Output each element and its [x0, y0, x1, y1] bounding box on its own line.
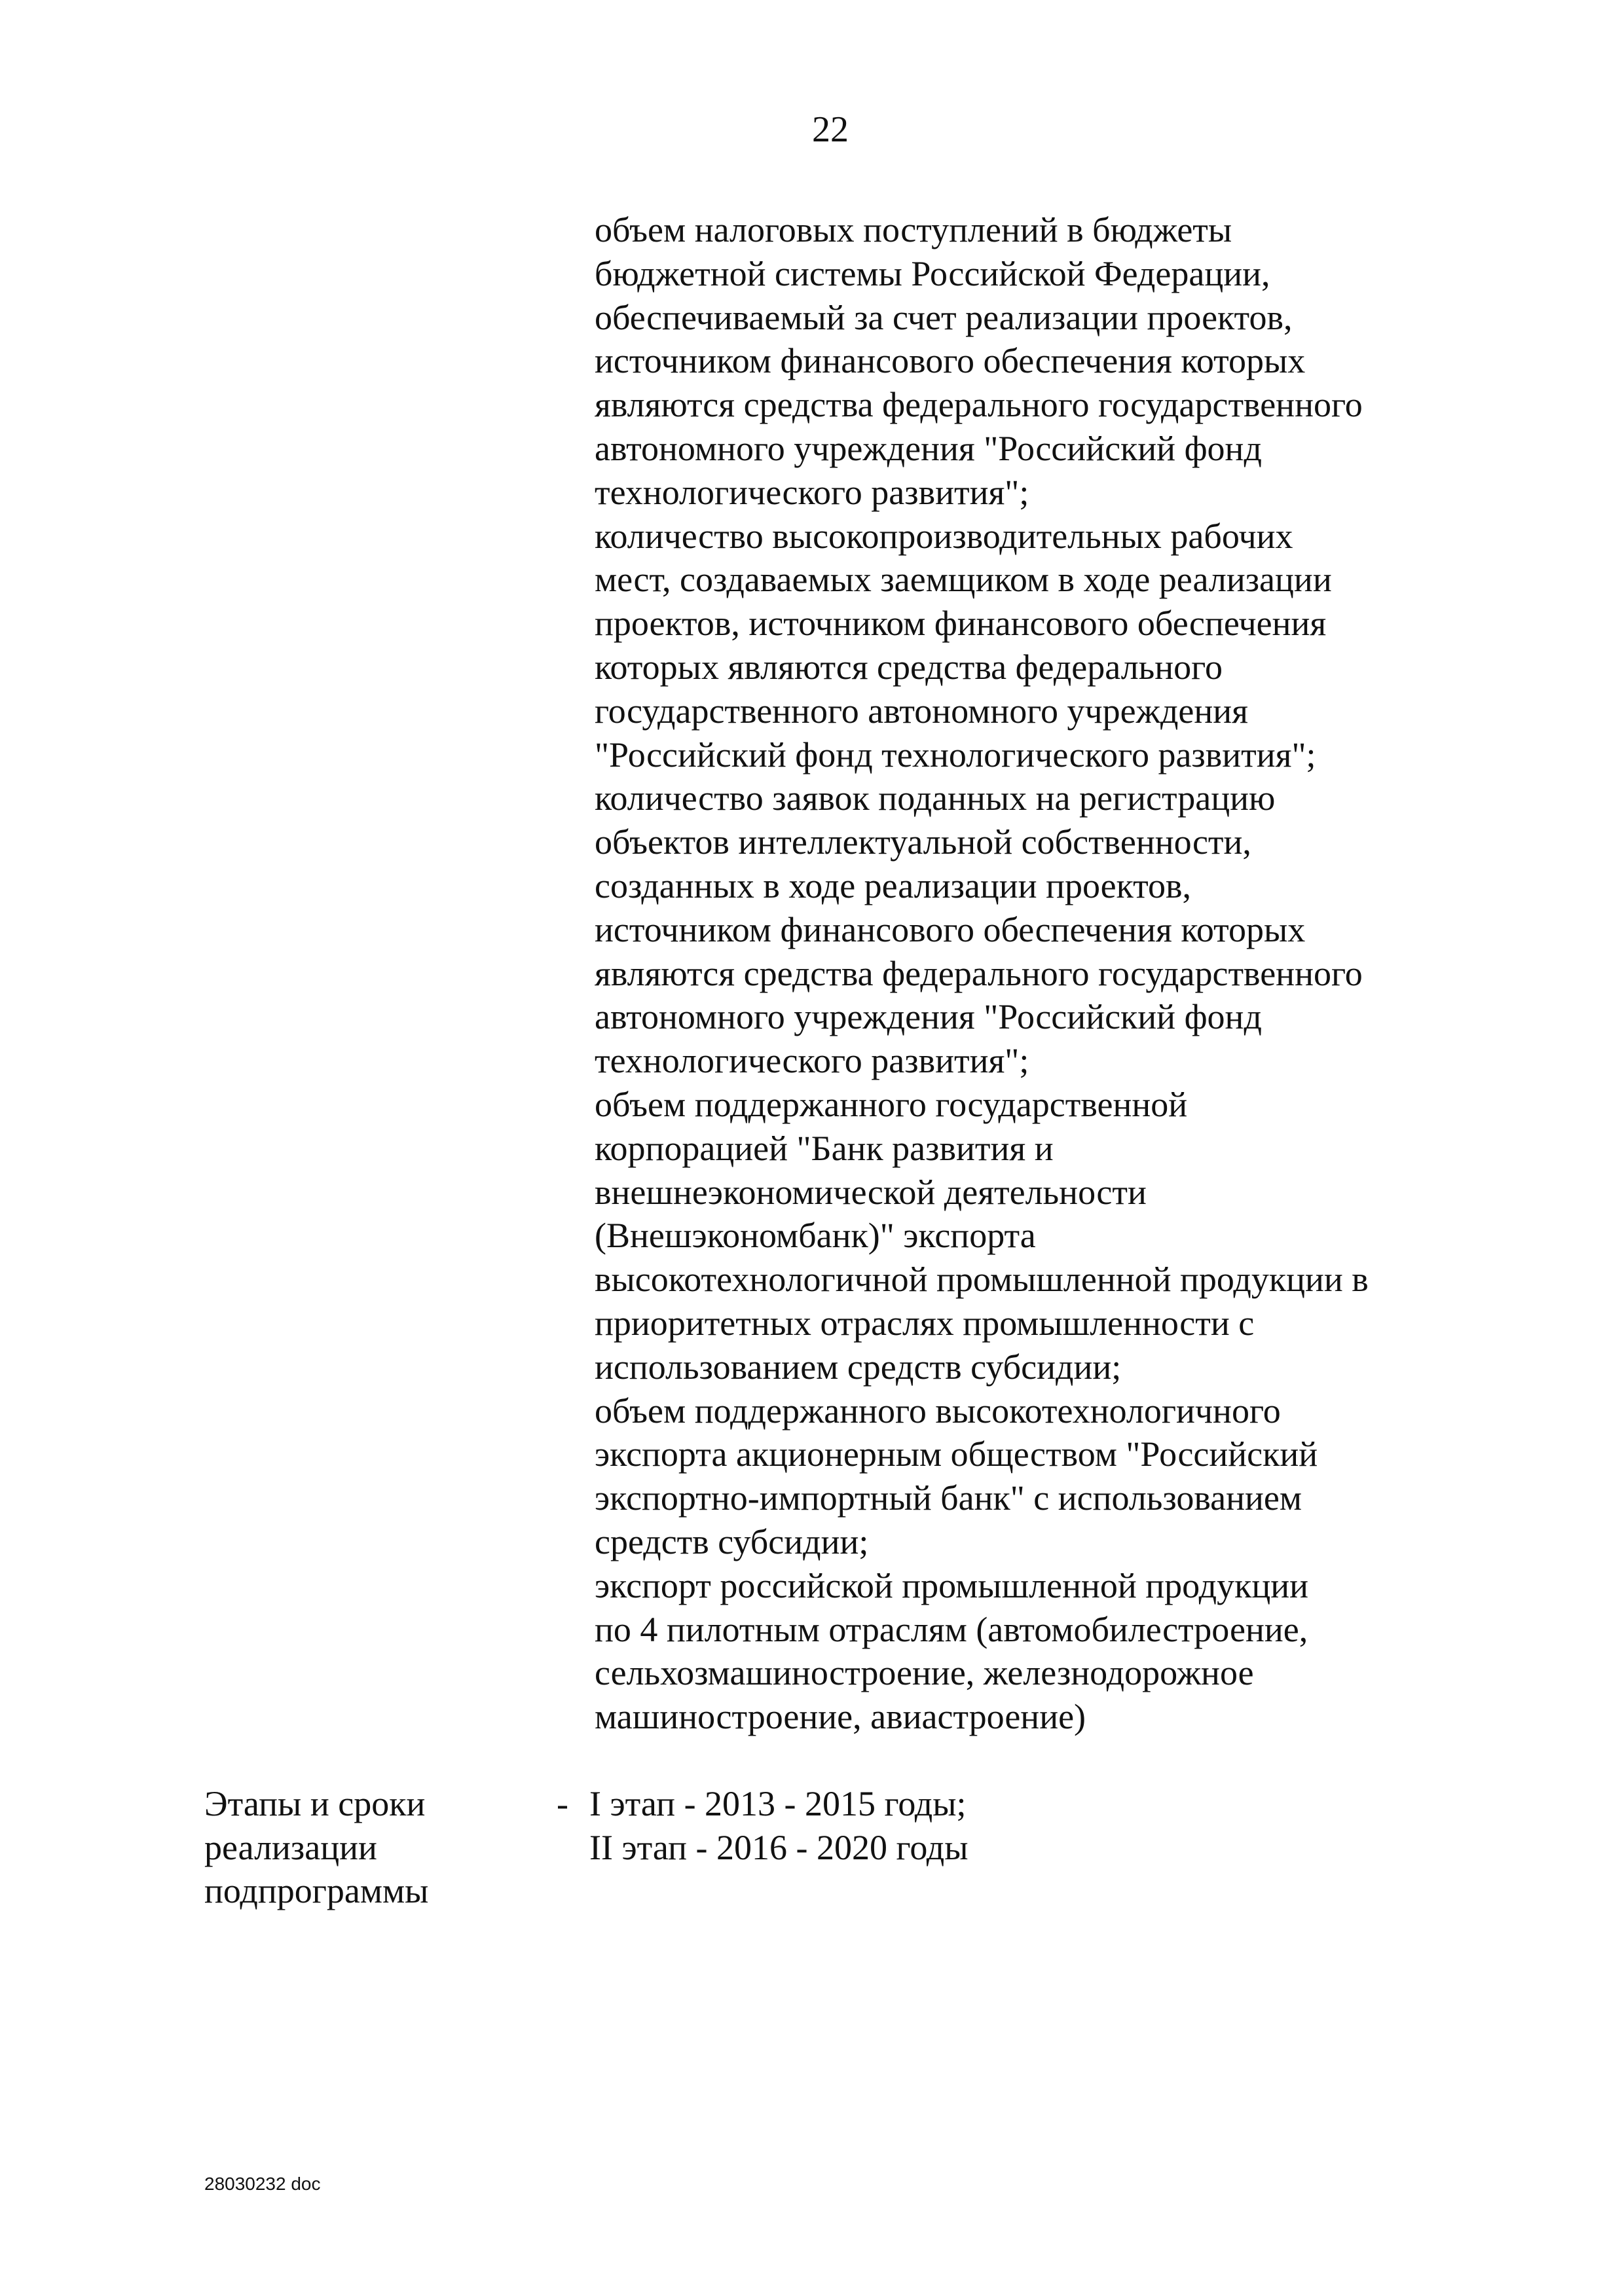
- indicator-line: количество высокопроизводительных рабочих: [595, 516, 1293, 556]
- indicator-line: созданных в ходе реализации проектов,: [595, 866, 1192, 905]
- indicator-line: автономного учреждения "Российский фонд: [595, 997, 1262, 1037]
- target-indicators-list: [595, 208, 1524, 1739]
- indicator-line: технологического развития";: [595, 472, 1029, 512]
- indicator-line: сельхозмашиностроение, железнодорожное: [595, 1653, 1254, 1693]
- indicator-line: машиностроение, авиастроение): [595, 1697, 1086, 1737]
- indicator-line: экспорта акционерным обществом "Российский: [595, 1434, 1318, 1474]
- indicator-line: мест, создаваемых заемщиком в ходе реализации: [595, 560, 1332, 600]
- indicator-line: являются средства федерального государственного: [595, 953, 1363, 993]
- stage-value-line: I этап - 2013 - 2015 годы;: [589, 1784, 967, 1823]
- page-number: 22: [812, 109, 849, 150]
- indicator-line: "Российский фонд технологического развития";: [595, 735, 1316, 774]
- indicator-line: использованием средств субсидии;: [595, 1347, 1122, 1387]
- indicator-line: средств субсидии;: [595, 1522, 869, 1561]
- indicator-line: (Внешэкономбанк)" экспорта: [595, 1216, 1036, 1256]
- indicator-line: проектов, источником финансового обеспечения: [595, 604, 1327, 644]
- indicator-line: по 4 пилотным отраслям (автомобилестроение,: [595, 1609, 1308, 1649]
- indicator-line: приоритетных отраслях промышленности с: [595, 1303, 1255, 1343]
- stages-dash: -: [557, 1784, 568, 1823]
- indicator-line: высокотехнологичной промышленной продукции в: [595, 1260, 1369, 1300]
- stages-label-line: реализации: [204, 1827, 377, 1867]
- indicator-line: экспортно-импортный банк" с использованием: [595, 1478, 1302, 1518]
- stages-values: [589, 1782, 969, 1869]
- indicator-line: объем поддержанного государственной: [595, 1084, 1188, 1124]
- indicator-line: объектов интеллектуальной собственности,: [595, 822, 1251, 862]
- indicator-line: источником финансового обеспечения которых: [595, 909, 1306, 949]
- indicator-line: экспорт российской промышленной продукции: [595, 1565, 1309, 1605]
- stages-label-line: Этапы и сроки: [204, 1784, 426, 1823]
- indicator-line: обеспечиваемый за счет реализации проектов,: [595, 297, 1293, 337]
- indicator-line: объем поддержанного высокотехнологичного: [595, 1391, 1281, 1430]
- indicator-line: внешнеэкономической деятельности: [595, 1172, 1147, 1212]
- document-code: 28030232 doc: [204, 2174, 321, 2194]
- stages-label: [204, 1782, 428, 1913]
- indicator-line: являются средства федерального государственного: [595, 385, 1363, 425]
- indicator-line: бюджетной системы Российской Федерации,: [595, 253, 1270, 293]
- indicator-line: которых являются средства федерального: [595, 647, 1223, 687]
- indicator-line: корпорацией "Банк развития и: [595, 1128, 1054, 1168]
- indicator-line: источником финансового обеспечения которых: [595, 341, 1306, 381]
- indicator-line: количество заявок поданных на регистрацию: [595, 778, 1276, 818]
- indicator-line: автономного учреждения "Российский фонд: [595, 428, 1262, 468]
- stage-value-line: II этап - 2016 - 2020 годы: [589, 1827, 969, 1867]
- indicator-line: объем налоговых поступлений в бюджеты: [595, 210, 1232, 249]
- indicator-line: государственного автономного учреждения: [595, 691, 1249, 731]
- indicator-line: технологического развития";: [595, 1041, 1029, 1081]
- stages-label-line: подпрограммы: [204, 1871, 429, 1910]
